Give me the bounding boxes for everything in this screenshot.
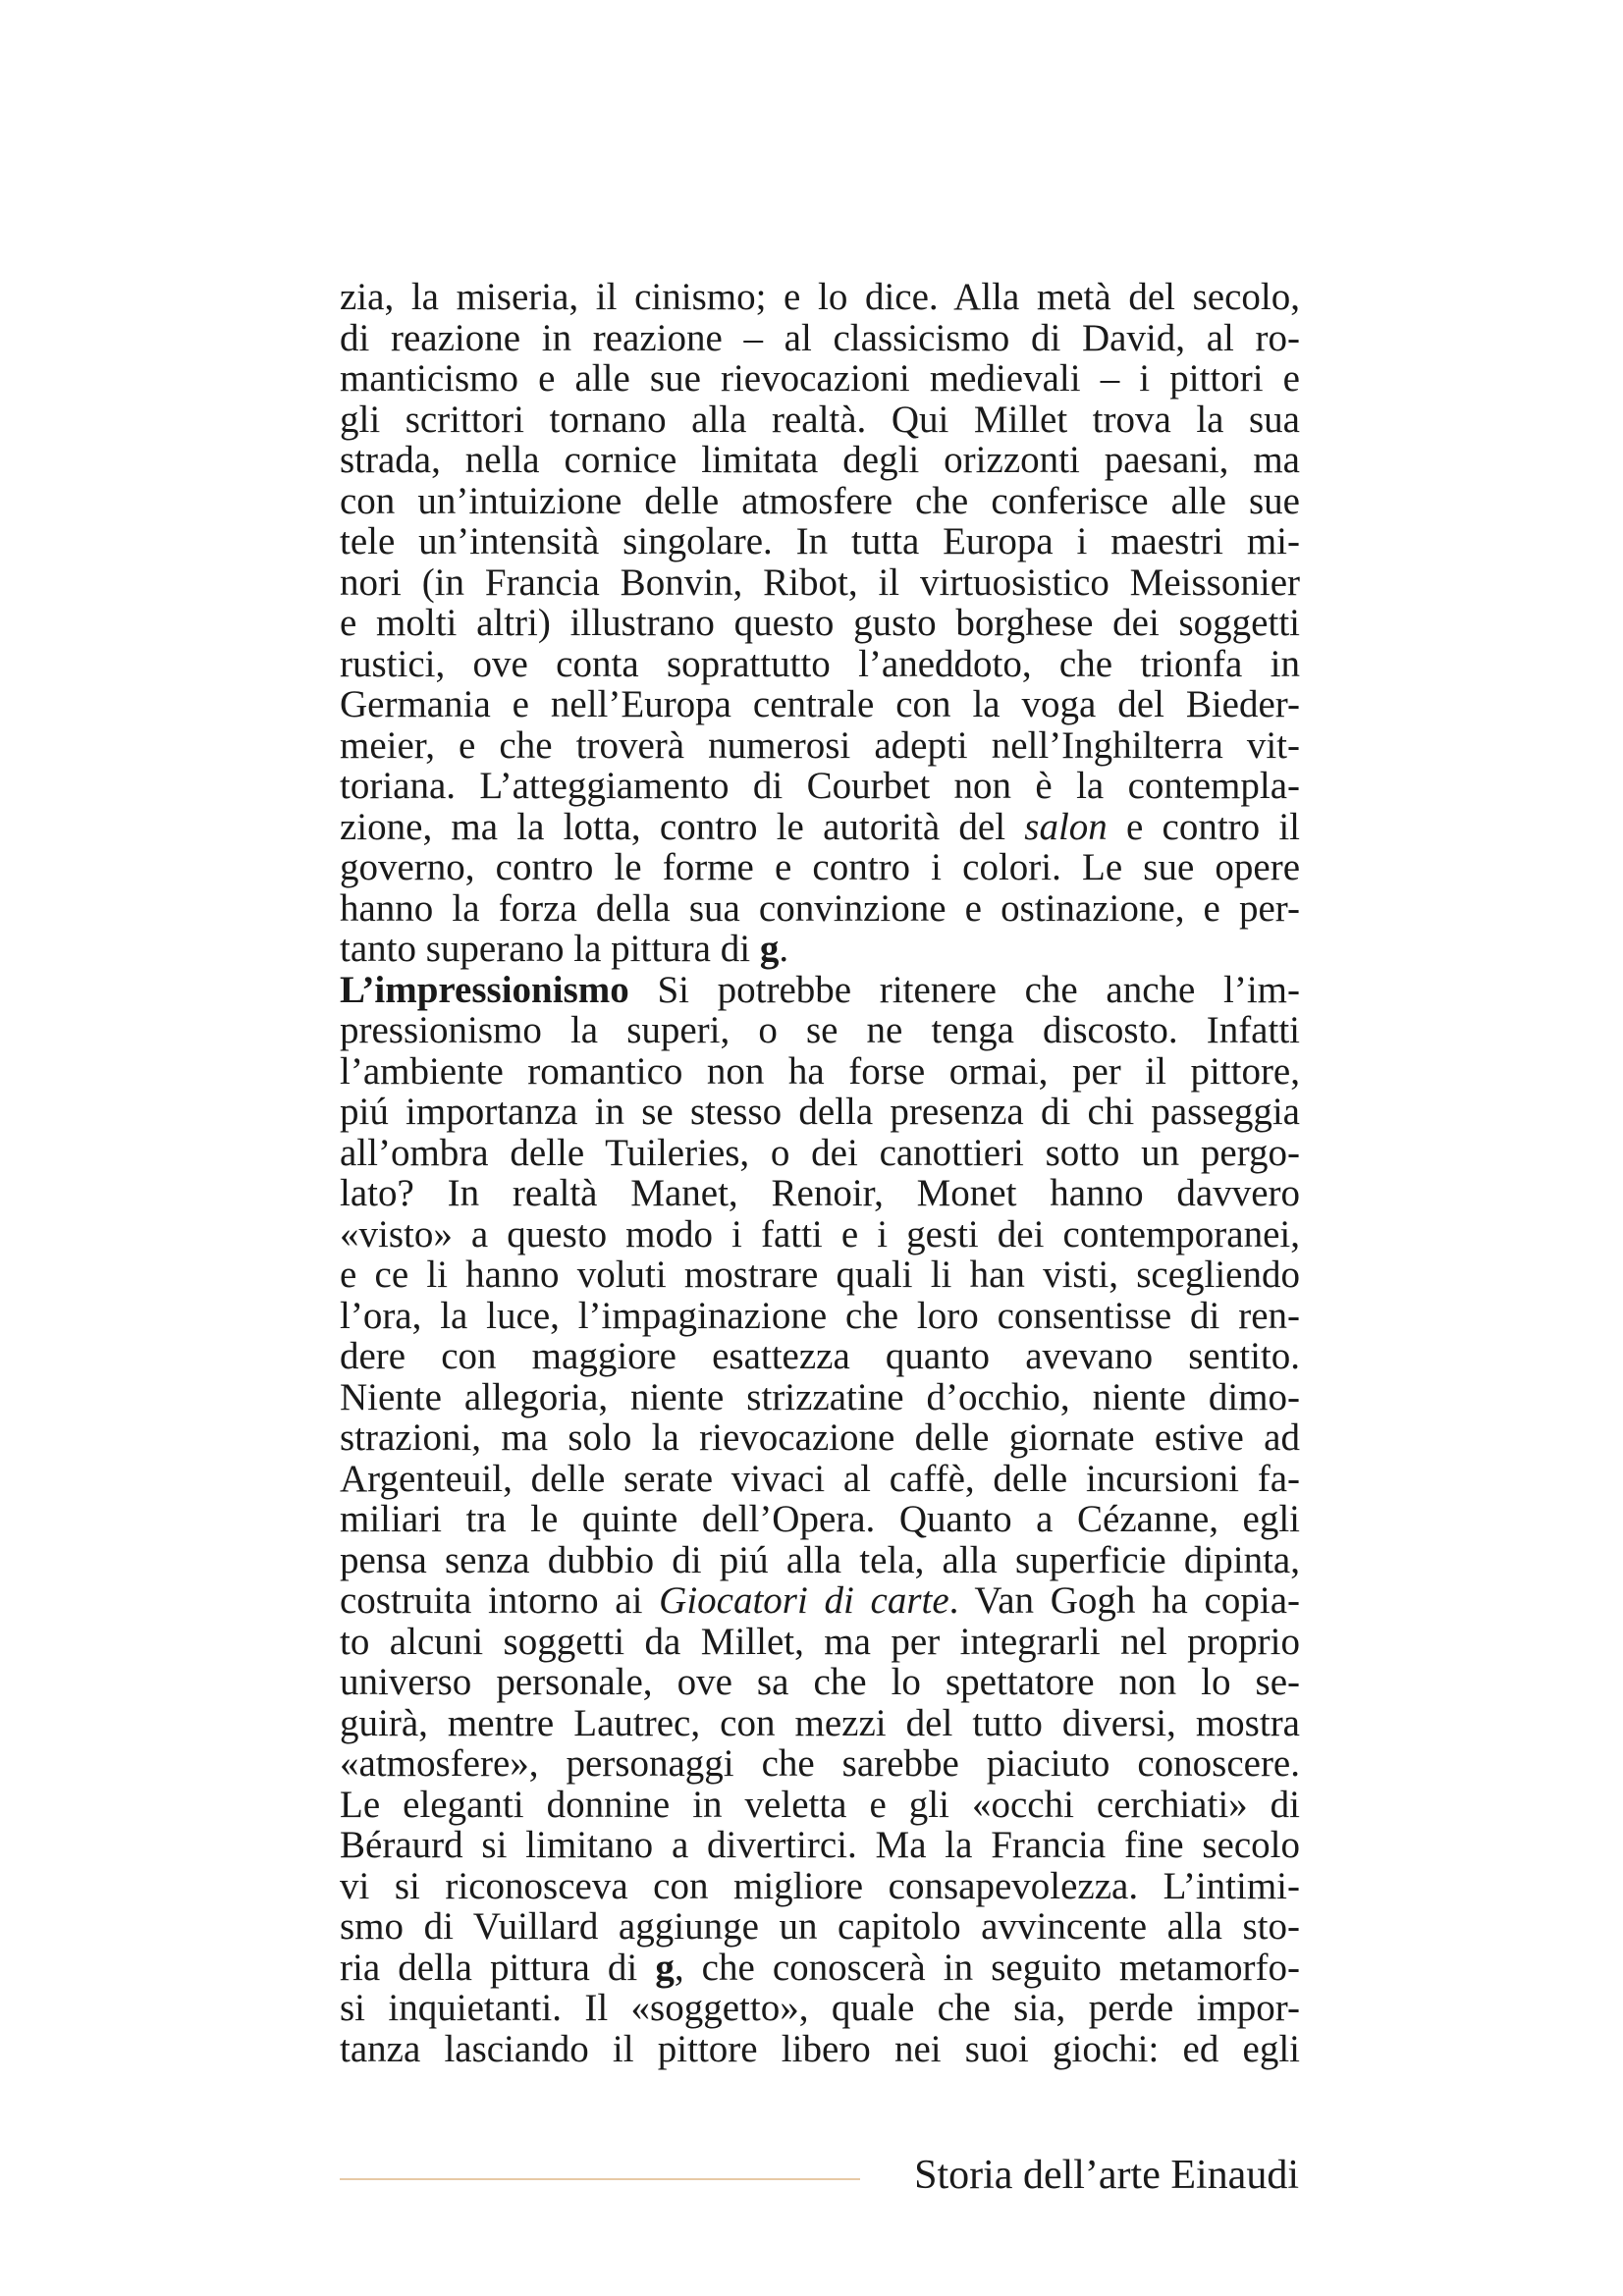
text-fragment: , che conoscerà in seguito metamorfo- [674,1946,1300,1989]
italic-title-giocatori: Giocatori di carte [659,1579,949,1622]
text-line: manticismo e alle sue rievocazioni medievali – i pittori e [340,357,1300,400]
text-line: zia, la miseria, il cinismo; e lo dice. Alla metà del secolo, [340,276,1300,318]
text-line: guirà, mentre Lautrec, con mezzi del tutto diversi, mostra [340,1701,1300,1744]
text-line: all’ombra delle Tuileries, o dei canottieri sotto un pergo- [340,1131,1300,1174]
text-line: «visto» a questo modo i fatti e i gesti dei contemporanei, [340,1212,1300,1255]
text-line: piú importanza in se stesso della presenza di chi passeggia [340,1091,1300,1133]
bold-symbol-g: g [655,1946,675,1989]
body-text [340,277,1300,2069]
footer-title: Storia dell’arte Einaudi [914,2153,1299,2198]
text-line [340,807,1300,848]
text-line: to alcuni soggetti da Millet, ma per integrarli nel proprio [340,1620,1300,1663]
text-line: Niente allegoria, niente strizzatine d’occhio, niente dimo- [340,1375,1300,1418]
text-line: con un’intuizione delle atmosfere che conferisce alle sue [340,479,1300,522]
text-line: tele un’intensità singolare. In tutta Europa i maestri mi- [340,520,1300,562]
text-fragment: tanto superano la pittura di [340,928,751,970]
text-line: di reazione in reazione – al classicismo di David, al ro- [340,316,1300,359]
text-fragment: costruita intorno ai [340,1579,643,1622]
text-line: Le eleganti donnine in veletta e gli «occhi cerchiati» di [340,1783,1300,1826]
section-heading: L’impressionismo [340,968,629,1011]
text-line: Argenteuil, delle serate vivaci al caffè, delle incursioni fa- [340,1457,1300,1500]
text-line: Germania e nell’Europa centrale con la voga del Bieder- [340,683,1300,725]
text-line: universo personale, ove sa che lo spettatore non lo se- [340,1661,1300,1703]
text-fragment: e contro il [1126,805,1301,848]
text-line [340,929,1300,970]
text-fragment: . Van Gogh ha copia- [948,1579,1300,1622]
text-line: l’ambiente romantico non ha forse ormai, per il pittore, [340,1049,1300,1093]
text-line: si inquietanti. Il «soggetto», quale che sia, perde impor- [340,1987,1300,2029]
footer-rule [340,2178,860,2180]
text-line: gli scrittori tornano alla realtà. Qui Millet trova la sua [340,398,1300,441]
text-fragment: zione, ma la lotta, contro le autorità del [340,805,1006,848]
text-line: miliari tra le quinte dell’Opera. Quanto a Cézanne, egli [340,1498,1300,1540]
text-line: strazioni, ma solo la rievocazione delle giornate estive ad [340,1416,1300,1459]
text-line: l’ora, la luce, l’impaginazione che loro consentisse di ren- [340,1294,1300,1337]
text-line [340,1580,1300,1622]
text-line [340,970,1300,1011]
text-line: toriana. L’atteggiamento di Courbet non è la contempla- [340,765,1300,807]
text-line: lato? In realtà Manet, Renoir, Monet hanno davvero [340,1172,1300,1214]
text-line: «atmosfere», personaggi che sarebbe piaciuto conoscere. [340,1742,1300,1785]
text-line: governo, contro le forme e contro i colori. Le sue opere [340,846,1300,888]
text-line: e molti altri) illustrano questo gusto borghese dei soggetti [340,602,1300,644]
text-line: dere con maggiore esattezza quanto avevano sentito. [340,1335,1300,1377]
text-line: Béraurd si limitano a divertirci. Ma la Francia fine secolo [340,1824,1300,1866]
bold-symbol-g: g [759,928,780,970]
text-line: vi si riconosceva con migliore consapevolezza. L’intimi- [340,1864,1300,1907]
text-line: rustici, ove conta soprattutto l’aneddoto, che trionfa in [340,642,1300,685]
italic-term-salon: salon [1024,805,1108,848]
text-fragment: Si potrebbe ritenere che anche l’im- [657,968,1301,1011]
text-line: hanno la forza della sua convinzione e ostinazione, e per- [340,886,1300,930]
text-line: smo di Vuillard aggiunge un capitolo avvincente alla sto- [340,1905,1300,1948]
text-line: tanza lasciando il pittore libero nei suoi giochi: ed egli [340,2027,1300,2070]
text-line: meier, e che troverà numerosi adepti nell’Inghilterra vit- [340,723,1300,767]
text-line: strada, nella cornice limitata degli orizzonti paesani, ma [340,439,1300,481]
text-line: nori (in Francia Bonvin, Ribot, il virtuosistico Meissonier [340,561,1300,604]
text-line: pressionismo la superi, o se ne tenga discosto. Infatti [340,1009,1300,1051]
text-line [340,1948,1300,1989]
text-line: pensa senza dubbio di piú alla tela, alla superficie dipinta, [340,1538,1300,1581]
text-fragment: ria della pittura di [340,1946,638,1989]
text-line: e ce li hanno voluti mostrare quali li han visti, scegliendo [340,1254,1300,1296]
text-fragment: . [779,928,789,970]
